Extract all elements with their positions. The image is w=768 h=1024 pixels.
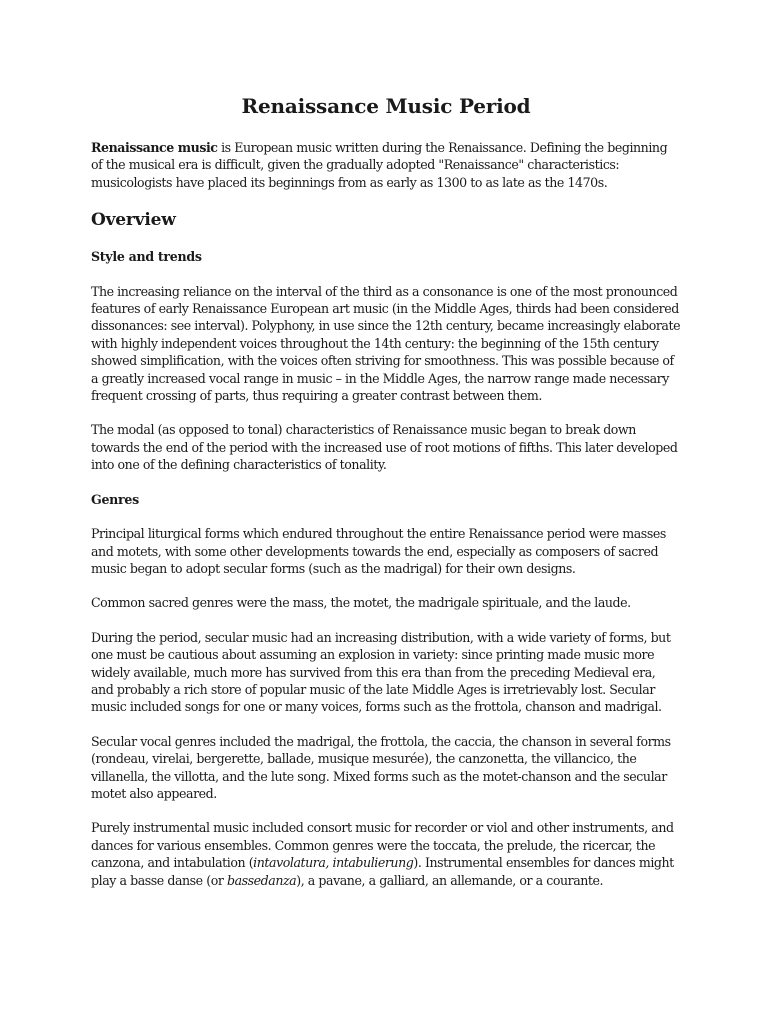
intro-paragraph — [91, 139, 681, 191]
genres-paragraph-3: During the period, secular music had an increasing distribution, with a wide variety of forms, but one must be cautious about assuming an explosion in variety: since printing made music more widely available, much more has survived from this era than from the preceding Medieval era, and probably a rich store of popular music of the late Middle Ages is irretrievably lost. Secular music included songs for one or many voices, forms such as the frottola, chanson and madrigal. — [91, 629, 671, 715]
genres-paragraph-5 — [91, 819, 681, 889]
genres-paragraph-2: Common sacred genres were the mass, the motet, the madrigale spirituale, and the laude. — [91, 595, 631, 611]
p5-italic-bassedanza: bassedanza — [226, 872, 297, 888]
style-paragraph-1: The increasing reliance on the interval of the third as a consonance is one of the most pronounced features of early Renaissance European art music (in the Middle Ages, thirds had been considered dissonances: see interval). Polyphony, in use since the 12th century, became increasingly elaborate with highly independent voices throughout the 14th century: the beginning of the 15th century showed simplification, with the voices often striving for smoothness. This was possible because of a greatly increased vocal range in music – in the Middle Ages, the narrow range made necessary frequent crossing of parts, thus requiring a greater contrast between them. — [91, 283, 681, 404]
overview-heading: Overview — [91, 210, 176, 231]
intro-text: is European music written during the Renaissance. Defining the beginning of the musical era is difficult, given the gradually adopted "Renaissance" characteristics: musicologists have placed its beginnings from as early as 1300 to as late as the 1470s. — [91, 140, 668, 190]
style-paragraph-2: The modal (as opposed to tonal) characteristics of Renaissance music began to break down towards the end of the period with the increased use of root motions of fifths. This later developed into one of the defining characteristics of tonality. — [91, 422, 678, 473]
style-trends-heading: Style and trends — [91, 249, 202, 265]
genres-paragraph-4: Secular vocal genres included the madrigal, the frottola, the caccia, the chanson in several forms (rondeau, virelai, bergerette, ballade, musique mesurée), the canzonetta, the villancico, the villanella, the villotta, and the lute song. Mixed forms such as the motet-chanson and the secular motet also appeared. — [91, 733, 671, 801]
intro-bold-term: Renaissance music — [91, 140, 218, 155]
p5-text-e: ), a pavane, a galliard, an allemande, or a courante. — [296, 872, 604, 888]
document-page — [91, 92, 681, 906]
genres-heading: Genres — [91, 491, 139, 507]
p5-text-a: Purely instrumental music included consort music for recorder or viol and other instruments, and dances for various ensembles. Common genres were the toccata, the prelude, the ricercar, the canzona, and intabulation ( — [91, 820, 674, 871]
genres-paragraph-1: Principal liturgical forms which endured throughout the entire Renaissance period were masses and motets, with some other developments towards the end, especially as composers of sacred music began to adopt secular forms (such as the madrigal) for their own designs. — [91, 526, 666, 576]
p5-italic-terms: intavolatura, intabulierung — [253, 855, 414, 871]
p5-text-c: ). Instrumental ensembles for dances might play a basse danse (or — [91, 855, 674, 888]
page-title: Renaissance Music Period — [241, 94, 531, 118]
